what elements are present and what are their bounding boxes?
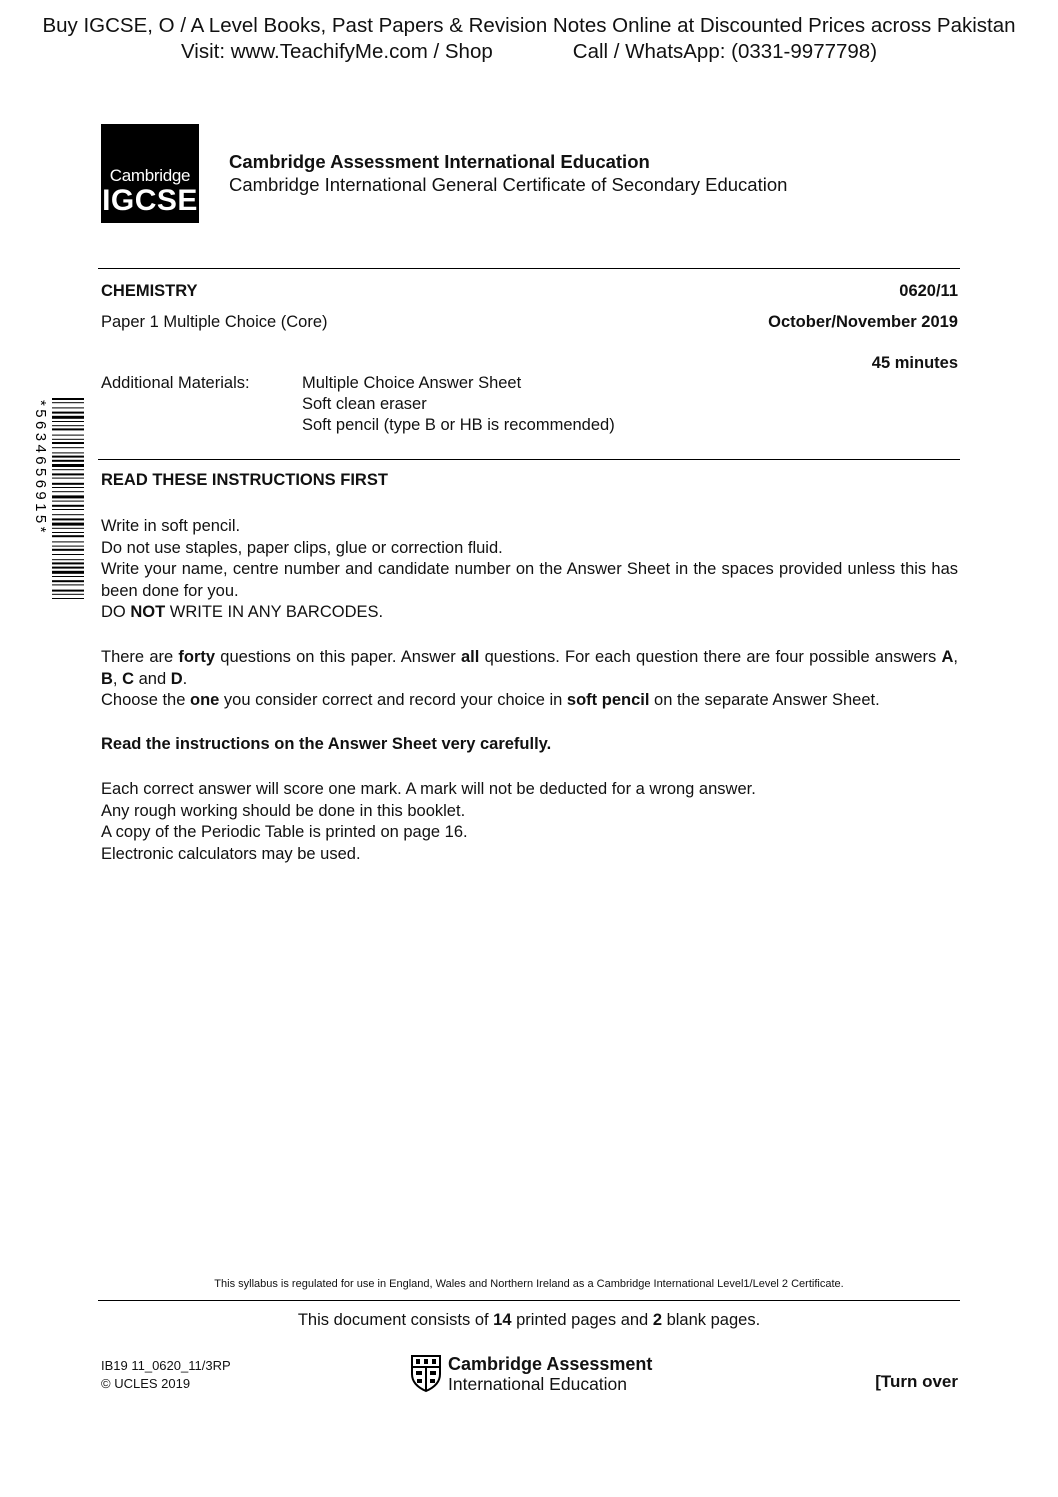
instruction-line: Choose the one you consider correct and record your choice in soft pencil on the separate Answer Sheet. [101, 691, 880, 710]
materials-label: Additional Materials: [101, 374, 250, 392]
barcode-bar [52, 487, 84, 488]
barcode-bar [52, 546, 84, 547]
barcode-bar [52, 554, 84, 555]
barcode-bar [52, 412, 84, 414]
instructions-heading: READ THESE INSTRUCTIONS FIRST [101, 471, 388, 489]
barcode-bar [52, 439, 84, 440]
qualification-name: Cambridge International General Certificate of Secondary Education [229, 174, 788, 195]
barcode-bar [52, 528, 84, 529]
paper-code: 0620/11 [899, 282, 958, 300]
instruction-line: Do not use staples, paper clips, glue or correction fluid. [101, 538, 503, 557]
barcode-bar [52, 469, 84, 470]
barcode-bar [52, 571, 84, 574]
candidate-barcode [34, 398, 86, 607]
barcode-bar [52, 428, 84, 430]
cambridge-igcse-logo [101, 124, 199, 223]
barcode-bar [52, 460, 84, 462]
barcode-bar [52, 505, 84, 507]
turn-over-label: [Turn over [875, 1372, 958, 1391]
instruction-line: DO NOT WRITE IN ANY BARCODES. [101, 603, 384, 622]
document-reference: IB19 11_0620_11/3RP [101, 1358, 231, 1373]
instruction-line: Each correct answer will score one mark. A mark will not be deducted for a wrong answer. [101, 780, 756, 798]
promo-contact-line [0, 40, 1058, 64]
instructions-block-3 [101, 779, 958, 865]
footer-logo-line1: Cambridge Assessment [448, 1354, 653, 1374]
instructions-block-2 [101, 647, 958, 712]
barcode-bar [52, 594, 84, 595]
barcode-bar [52, 514, 84, 515]
barcode-bar [52, 402, 84, 403]
barcode-bar [52, 580, 84, 582]
materials-item: Soft pencil (type B or HB is recommended) [302, 416, 615, 434]
footer-divider [98, 1300, 960, 1301]
barcode-bar [52, 421, 84, 422]
barcode-bar [52, 407, 84, 408]
barcode-bar [52, 473, 84, 475]
barcode-bar [52, 478, 84, 479]
barcode-bar [52, 532, 84, 533]
barcode-bar [52, 509, 84, 510]
instruction-line: A copy of the Periodic Table is printed on page 16. [101, 823, 468, 842]
barcode-bar [52, 559, 84, 560]
exam-session: October/November 2019 [768, 313, 958, 331]
barcode-bar [52, 541, 84, 542]
barcode-bar [52, 598, 84, 599]
instructions-block-1 [101, 516, 958, 624]
barcode-bar [52, 567, 84, 569]
barcode-bar [52, 584, 84, 585]
instruction-line: Any rough working should be done in this booklet. [101, 801, 466, 820]
header-divider [98, 268, 960, 269]
barcode-bar [52, 535, 84, 537]
barcode-bar [52, 495, 84, 498]
subject-title: CHEMISTRY [101, 282, 198, 300]
barcode-bar [52, 518, 84, 520]
barcode-bar [52, 435, 84, 436]
barcode-bar [52, 562, 84, 564]
instruction-line: Write in soft pencil. [101, 517, 241, 535]
barcode-number: *5634656915* [32, 400, 49, 536]
organisation-name: Cambridge Assessment International Education [229, 151, 650, 172]
promo-call-text: Call / WhatsApp: (0331-9977798) [572, 40, 878, 63]
barcode-bar [52, 416, 84, 419]
barcode-bar [52, 576, 84, 577]
copyright-text: © UCLES 2019 [101, 1376, 191, 1391]
barcode-bar [52, 425, 84, 426]
barcode-bar [52, 523, 84, 526]
barcode-bar [52, 452, 84, 453]
barcode-bar [52, 447, 84, 448]
logo-text-igcse: IGCSE [102, 184, 198, 217]
barcode-bar [52, 398, 84, 400]
materials-item: Soft clean eraser [302, 395, 427, 413]
footer-logo-line2: International Education [448, 1374, 628, 1394]
exam-duration: 45 minutes [871, 354, 958, 372]
regulation-note: This syllabus is regulated for use in England, Wales and Northern Ireland as a Cambridge International Level1/Level 2 Certificate. [214, 1278, 844, 1290]
instructions-bold-line: Read the instructions on the Answer Sheet very carefully. [101, 735, 552, 753]
instruction-line: Electronic calculators may be used. [101, 844, 361, 863]
instruction-line: There are forty questions on this paper. Answer all questions. For each question there are four possible answers A, B, C and D. [101, 648, 959, 688]
barcode-bar [52, 590, 84, 592]
barcode-bar [52, 483, 84, 485]
shield-icon [410, 1354, 442, 1392]
instruction-line: Write your name, centre number and candidate number on the Answer Sheet in the spaces provided unless this has been done for you. [101, 560, 958, 600]
barcode-bar [52, 549, 84, 551]
barcode-bar [52, 442, 84, 444]
cambridge-assessment-logo [410, 1354, 653, 1397]
promo-visit-text: Visit: www.TeachifyMe.com / Shop [180, 40, 493, 63]
logo-text-cambridge: Cambridge [109, 166, 191, 185]
materials-item: Multiple Choice Answer Sheet [302, 374, 522, 392]
page-count-note: This document consists of 14 printed pages and 2 blank pages. [297, 1311, 761, 1329]
paper-description: Paper 1 Multiple Choice (Core) [101, 313, 328, 331]
barcode-bar [52, 501, 84, 502]
barcode-bar [52, 464, 84, 467]
instructions-divider [98, 459, 960, 460]
promo-banner-line: Buy IGCSE, O / A Level Books, Past Papers & Revision Notes Online at Discounted Prices across Pakistan [42, 14, 1016, 37]
barcode-bar [52, 491, 84, 492]
barcode-bar [52, 456, 84, 458]
